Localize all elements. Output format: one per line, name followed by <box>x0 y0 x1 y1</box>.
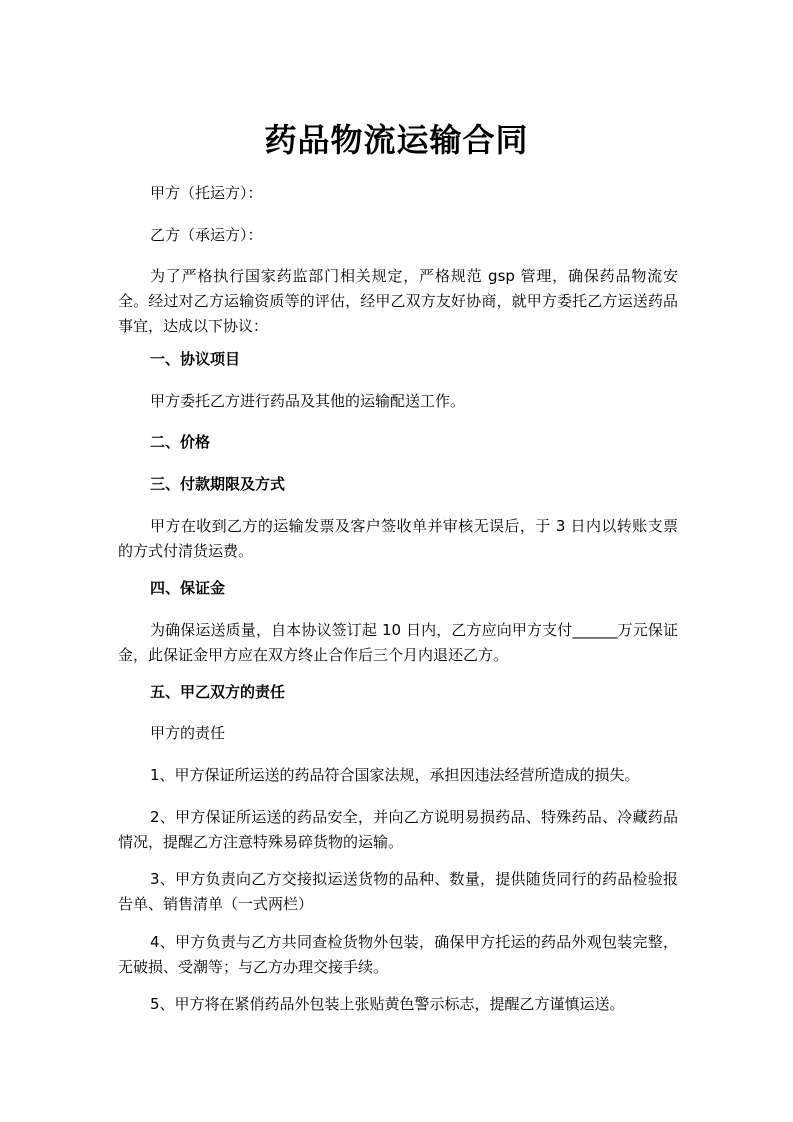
duty-item-4: 4、甲方负责与乙方共同查检货物外包装，确保甲方托运的药品外观包装完整，无破损、受潮等；与乙方办理交接手续。 <box>118 933 678 976</box>
section-body-agreement-items: 甲方委托乙方进行药品及其他的运输配送工作。 <box>150 392 466 410</box>
party-a-duties-heading: 甲方的责任 <box>150 724 226 742</box>
duty-item-1: 1、甲方保证所运送的药品符合国家法规，承担因违法经营所造成的损失。 <box>150 766 640 784</box>
duty-item-5: 5、甲方将在紧俏药品外包装上张贴黄色警示标志，提醒乙方谨慎运送。 <box>150 995 625 1013</box>
section-heading-price: 二、价格 <box>150 433 211 451</box>
document-title: 药品物流运输合同 <box>264 121 529 159</box>
duty-item-3: 3、甲方负责向乙方交接拟运送货物的品种、数量，提供随货同行的药品检验报告单、销售清单（一式两栏） <box>118 870 678 913</box>
section-heading-responsibilities: 五、甲乙双方的责任 <box>150 683 286 701</box>
intro-paragraph: 为了严格执行国家药监部门相关规定，严格规范 gsp 管理，确保药品物流安全。经过对乙方运输资质等的评估，经甲乙双方友好协商，就甲方委托乙方运送药品事宜，达成以下协议： <box>118 267 678 335</box>
section-body-payment: 甲方在收到乙方的运输发票及客户签收单并审核无误后，于 3 日内以转账支票的方式付清货运费。 <box>118 517 678 560</box>
section-heading-payment: 三、付款期限及方式 <box>150 475 286 493</box>
section-heading-agreement-items: 一、协议项目 <box>150 350 241 368</box>
duty-item-2: 2、甲方保证所运送的药品安全，并向乙方说明易损药品、特殊药品、冷藏药品情况，提醒乙方注意特殊易碎货物的运输。 <box>118 808 678 851</box>
section-body-deposit: 为确保运送质量，自本协议签订起 10 日内，乙方应向甲方支付______万元保证金，此保证金甲方应在双方终止合作后三个月内退还乙方。 <box>118 621 678 664</box>
party-b-line: 乙方（承运方）： <box>150 226 263 244</box>
party-a-line: 甲方（托运方）： <box>150 184 263 202</box>
section-heading-deposit: 四、保证金 <box>150 579 226 597</box>
